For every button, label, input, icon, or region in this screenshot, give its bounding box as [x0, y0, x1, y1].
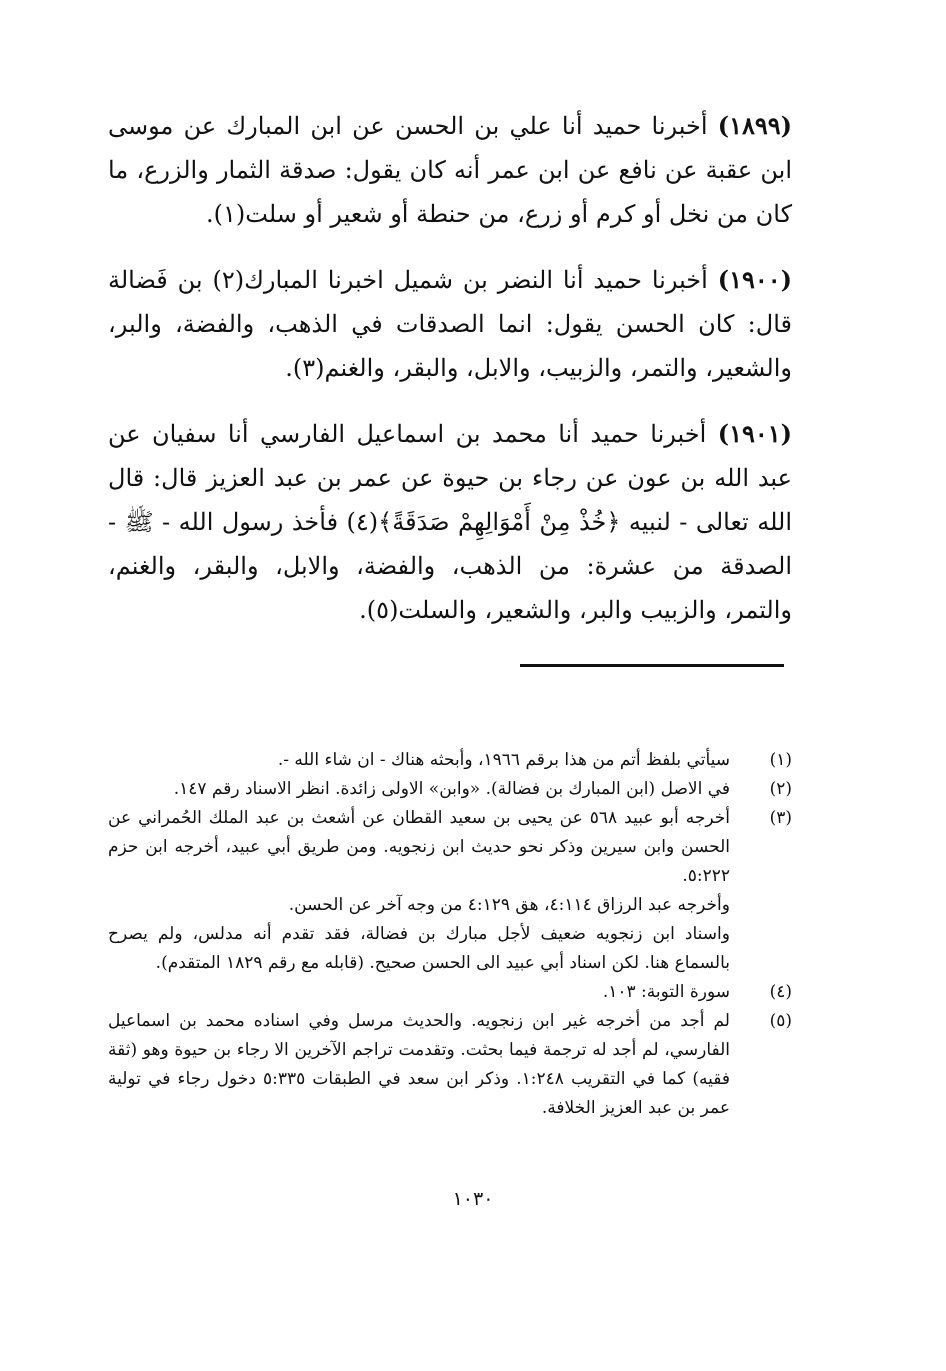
main-text: [108, 104, 792, 654]
hadith-text: أخبرنا حميد أنا محمد بن اسماعيل الفارسي أنا سفيان عن عبد الله بن عون عن رجاء بن حيوة عن عمر بن عبد العزيز قال: قال الله تعالى - لنبيه ﴿خُذْ مِنْ أَمْوَالِهِمْ صَدَقَةً﴾(٤) فأخذ رسول الله - ﷺ - الصدقة من عشرة: من الذهب، والفضة، والابل، والبقر، والغنم، والتمر، والزبيب والبر، والشعير، والسلت(٥).: [108, 420, 792, 624]
hadith-entry-1899: [108, 104, 792, 236]
footnote-number: (١): [769, 750, 792, 770]
footnote-text: لم أجد من أخرجه غير ابن زنجويه. والحديث مرسل وفي اسناده محمد بن اسماعيل الفارسي، لم أجد له ترجمة فيما بحثت. وتقدمت تراجم الآخرين الا رجاء بن حيوة وهو (ثقة فقيه) كما في التقريب ١:٢٤٨. وذكر ابن سعد في الطبقات ٥:٣٣٥ دخول رجاء في تولية عمر بن عبد العزيز الخلافة.: [108, 1011, 730, 1118]
footnote-body: [108, 775, 730, 804]
footnote-text: وأخرجه عبد الرزاق ٤:١١٤، هق ٤:١٢٩ من وجه آخر عن الحسن.: [288, 895, 730, 915]
hadith-entry-1900: [108, 258, 792, 390]
footnote-separator: [520, 664, 784, 667]
hadith-text: أخبرنا حميد أنا علي بن الحسن عن ابن المبارك عن موسى ابن عقبة عن نافع عن ابن عمر أنه كان يقول: صدقة الثمار والزرع، ما كان من نخل أو كرم أو زرع، من حنطة أو شعير أو سلت(١).: [108, 112, 792, 228]
footnotes: [108, 746, 792, 1123]
footnote-number: (٣): [769, 808, 792, 828]
footnote-4: [108, 978, 792, 1007]
footnote-1: [108, 746, 792, 775]
hadith-number: (١٨٩٩): [717, 111, 792, 140]
footnote-text: في الاصل (ابن المبارك بن فضالة). «وابن» الاولى زائدة. انظر الاسناد رقم ١٤٧.: [173, 779, 730, 799]
footnote-number: (٢): [769, 779, 792, 799]
footnote-body: [108, 978, 730, 1007]
footnote-5: [108, 1007, 792, 1123]
hadith-entry-1901: [108, 412, 792, 632]
page-number: ١٠٣٠: [452, 1188, 494, 1210]
footnote-number: (٤): [769, 982, 792, 1002]
footnote-number: (٥): [769, 1011, 792, 1031]
footnote-3: [108, 804, 792, 978]
footnote-body: [108, 746, 730, 775]
footnote-2: [108, 775, 792, 804]
hadith-number: (١٩٠١): [717, 419, 793, 448]
footnote-text: سورة التوبة: ١٠٣.: [602, 982, 730, 1002]
hadith-text: أخبرنا حميد أنا النضر بن شميل اخبرنا المبارك(٢) بن فَضالة قال: كان الحسن يقول: انما الصدقات في الذهب، والفضة، والبر، والشعير، والتمر، والزبيب، والابل، والبقر، والغنم(٣).: [108, 266, 792, 382]
footnote-text: أخرجه أبو عبيد ٥٦٨ عن يحيى بن سعيد القطان عن أشعث بن عبد الملك الحُمراني عن الحسن وابن سيرين وذكر نحو حديث ابن زنجويه. ومن طريق أبي عبيد، أخرجه ابن حزم ٥:٢٢٢.: [108, 808, 730, 886]
footnote-text: واسناد ابن زنجويه ضعيف لأجل مبارك بن فضالة، فقد تقدم أنه مدلس، ولم يصرح بالسماع هنا. لكن اسناد أبي عبيد الى الحسن صحيح. (قابله مع رقم ١٨٢٩ المتقدم).: [108, 924, 730, 973]
footnote-body: [108, 1007, 730, 1123]
footnote-text: سيأتي بلفظ أتم من هذا برقم ١٩٦٦، وأبحثه هناك - ان شاء الله -.: [277, 750, 730, 770]
hadith-number: (١٩٠٠): [717, 265, 792, 294]
footnote-body: [108, 804, 730, 978]
